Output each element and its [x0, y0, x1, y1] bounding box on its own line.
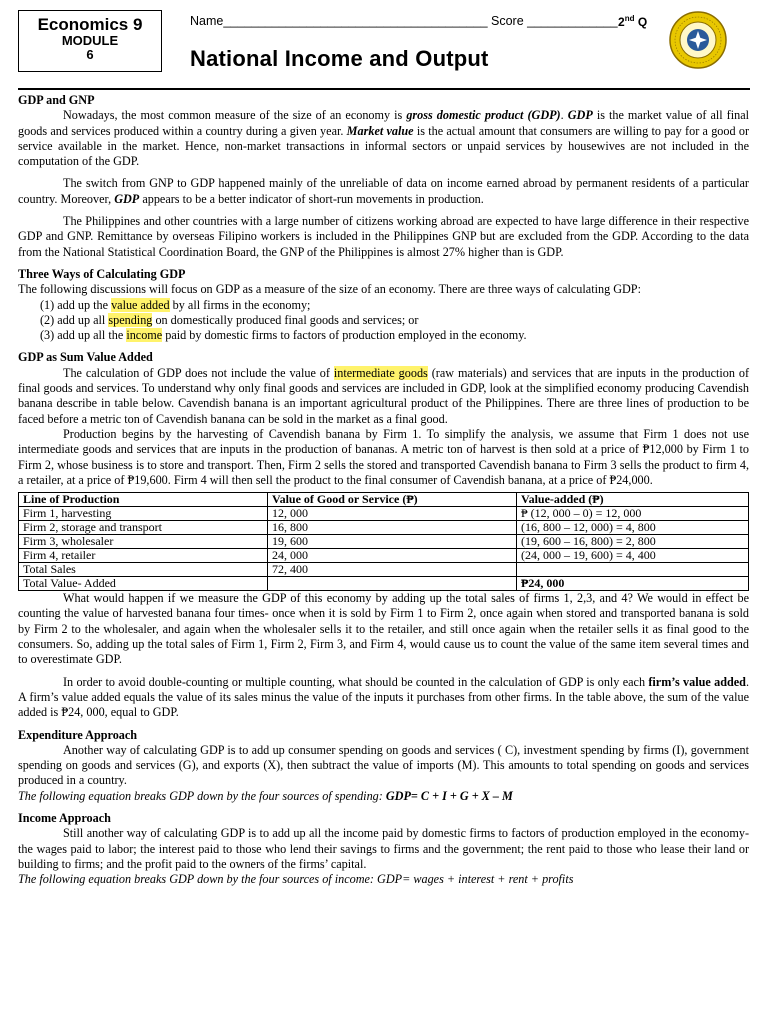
paragraph: Production begins by the harvesting of Cavendish banana by Firm 1. To simplify the analysis, we assume that Firm 1 does not use intermediate goods and services that are inputs in the production of bananas. A metric ton of harvest is then sold at a price of ₱12,000 by Firm 1 to Firm 2, whose business is to store and transport. Then, Firm 2 sells the stored and transported Cavendish banana to Firm 3 sells the product to firm 4, a retailer, at a price of ₱19,600. Firm 4 will then sell the product to the final consumer of Cavendish banana, at a price of ₱24,000. [18, 426, 749, 487]
name-field[interactable]: ______________________________________ [223, 14, 488, 28]
document-body [18, 93, 749, 887]
table-row: Total Value- Added ₱24, 000 [19, 577, 749, 591]
header-divider [18, 88, 750, 90]
score-field[interactable]: _____________ [527, 14, 618, 28]
module-box [18, 10, 162, 72]
module-label: MODULE [61, 33, 119, 48]
list-item: (1) add up the value added by all firms in the economy; [40, 297, 311, 312]
module-number: 6 [86, 47, 94, 62]
paragraph: The calculation of GDP does not include the value of intermediate goods (raw materials) and services that are inputs in the production of final goods and services. To understand why only final goods and services are included in GDP, look at the simplified economy producing Cavendish banana describe in table below. Cavendish banana is an important agricultural product of the Philippines. There are three lines of production to be faced before a metric ton of Cavendish banana can be sold in the market as a final good. [18, 365, 750, 426]
list-item: (2) add up all spending on domestically produced final goods and services; or [40, 312, 419, 327]
page-title: National Income and Output [190, 46, 489, 71]
heading-income: Income Approach [18, 810, 111, 825]
heading-sum-value-added: GDP as Sum Value Added [18, 350, 153, 365]
paragraph: In order to avoid double-counting or multiple counting, what should be counted in the calculation of GDP is only each firm’s value added. A firm’s value added equals the value of its sales minus the value of the inputs it purchases from other firms. In the table above, the sum of the value added is ₱24, 000, equal to GDP. [18, 674, 749, 720]
expenditure-equation: The following equation breaks GDP down by the four sources of spending: GDP= C + I + G + X – M [18, 788, 513, 803]
paragraph: The following discussions will focus on GDP as a measure of the size of an economy. There are three ways of calculating GDP: [18, 282, 641, 297]
paragraph: Still another way of calculating GDP is to add up all the income paid by domestic firms to factors of production employed in the economy- the wages paid to labor; the interest paid to those who lend their savings to firms and the government; the rent paid to those who lease their land or building to firms; and the profit paid to the owners of the firms’ capital. [18, 826, 749, 871]
name-score-row [190, 14, 618, 28]
paragraph: Another way of calculating GDP is to add up consumer spending on goods and services ( C), investment spending by firms (I), government spending on goods and services (G), and exports (X), then subtract the value of imports (M). This amounts to total spending on goods and services produced in a country. [18, 742, 749, 788]
ways-list [18, 298, 749, 344]
income-equation: The following equation breaks GDP down by the four sources of income: GDP= wages + interest + rent + profits [18, 872, 574, 887]
paragraph: The Philippines and other countries with a large number of citizens working abroad are expected to have large difference in their respective GDP and GNP. Remittance by overseas Filipino workers is included in the Philippines GNP but are excluded from the GDP. According to the data from the National Statistical Coordination Board, the GNP of the Philippines is almost 27% higher than is GDP. [18, 214, 749, 259]
table-row: Total Sales 72, 400 [19, 563, 749, 577]
heading-gdp-gnp: GDP and GNP [18, 93, 95, 107]
quarter-label: 2nd Q [618, 14, 648, 29]
paragraph: Nowadays, the most common measure of the size of an economy is gross domestic product (GDP). GDP is the market value of all final goods and services produced within a country during a given year. Market value is the actual amount that consumers are willing to pay for a good or service available in the market. Hence, non-market transactions in informal sectors or unpaid services by housewives are not included in the computation of the GDP. [18, 108, 749, 169]
table-row: Firm 1, harvesting 12, 000 ₱ (12, 000 – 0) = 12, 000 [19, 507, 749, 521]
school-seal-logo [668, 10, 728, 70]
heading-expenditure: Expenditure Approach [18, 727, 138, 742]
subject-label: Economics 9 [37, 15, 143, 34]
name-label: Name [190, 14, 224, 28]
value-added-table [18, 492, 749, 591]
heading-three-ways: Three Ways of Calculating GDP [18, 266, 186, 281]
table-row: Firm 3, wholesaler 19, 600 (19, 600 – 16, 800) = 2, 800 [19, 535, 749, 549]
list-item: (3) add up all the income paid by domestic firms to factors of production employed in the economy. [40, 328, 527, 343]
table-header-row: Line of Production Value of Good or Service (₱) Value-added (₱) [19, 493, 749, 507]
table-row: Firm 4, retailer 24, 000 (24, 000 – 19, 600) = 4, 400 [19, 549, 749, 563]
paragraph: The switch from GNP to GDP happened mainly of the unreliable of data on income earned abroad by permanent residents of a particular country. Moreover, GDP appears to be a better indicator of short-run movements in production. [18, 176, 749, 206]
table-row: Firm 2, storage and transport 16, 800 (16, 800 – 12, 000) = 4, 800 [19, 521, 749, 535]
score-label: Score [491, 14, 524, 28]
paragraph: What would happen if we measure the GDP of this economy by adding up the total sales of firms 1, 2,3, and 4? We would in effect be counting the value of harvested banana four times- once when it is sold by Firm 1 to Firm 2, once again when stored and transported banana is sold by Firm 2 to the wholesaler, and again when the wholesaler sells it to the retailer, and still once again when the retailer sells it as final good to the consumers. So, adding up the total sales of Firm 1, Firm 2, Firm 3, and Firm 4, would cause us to count the value of the same item several times and to overestimate GDP. [18, 591, 749, 667]
